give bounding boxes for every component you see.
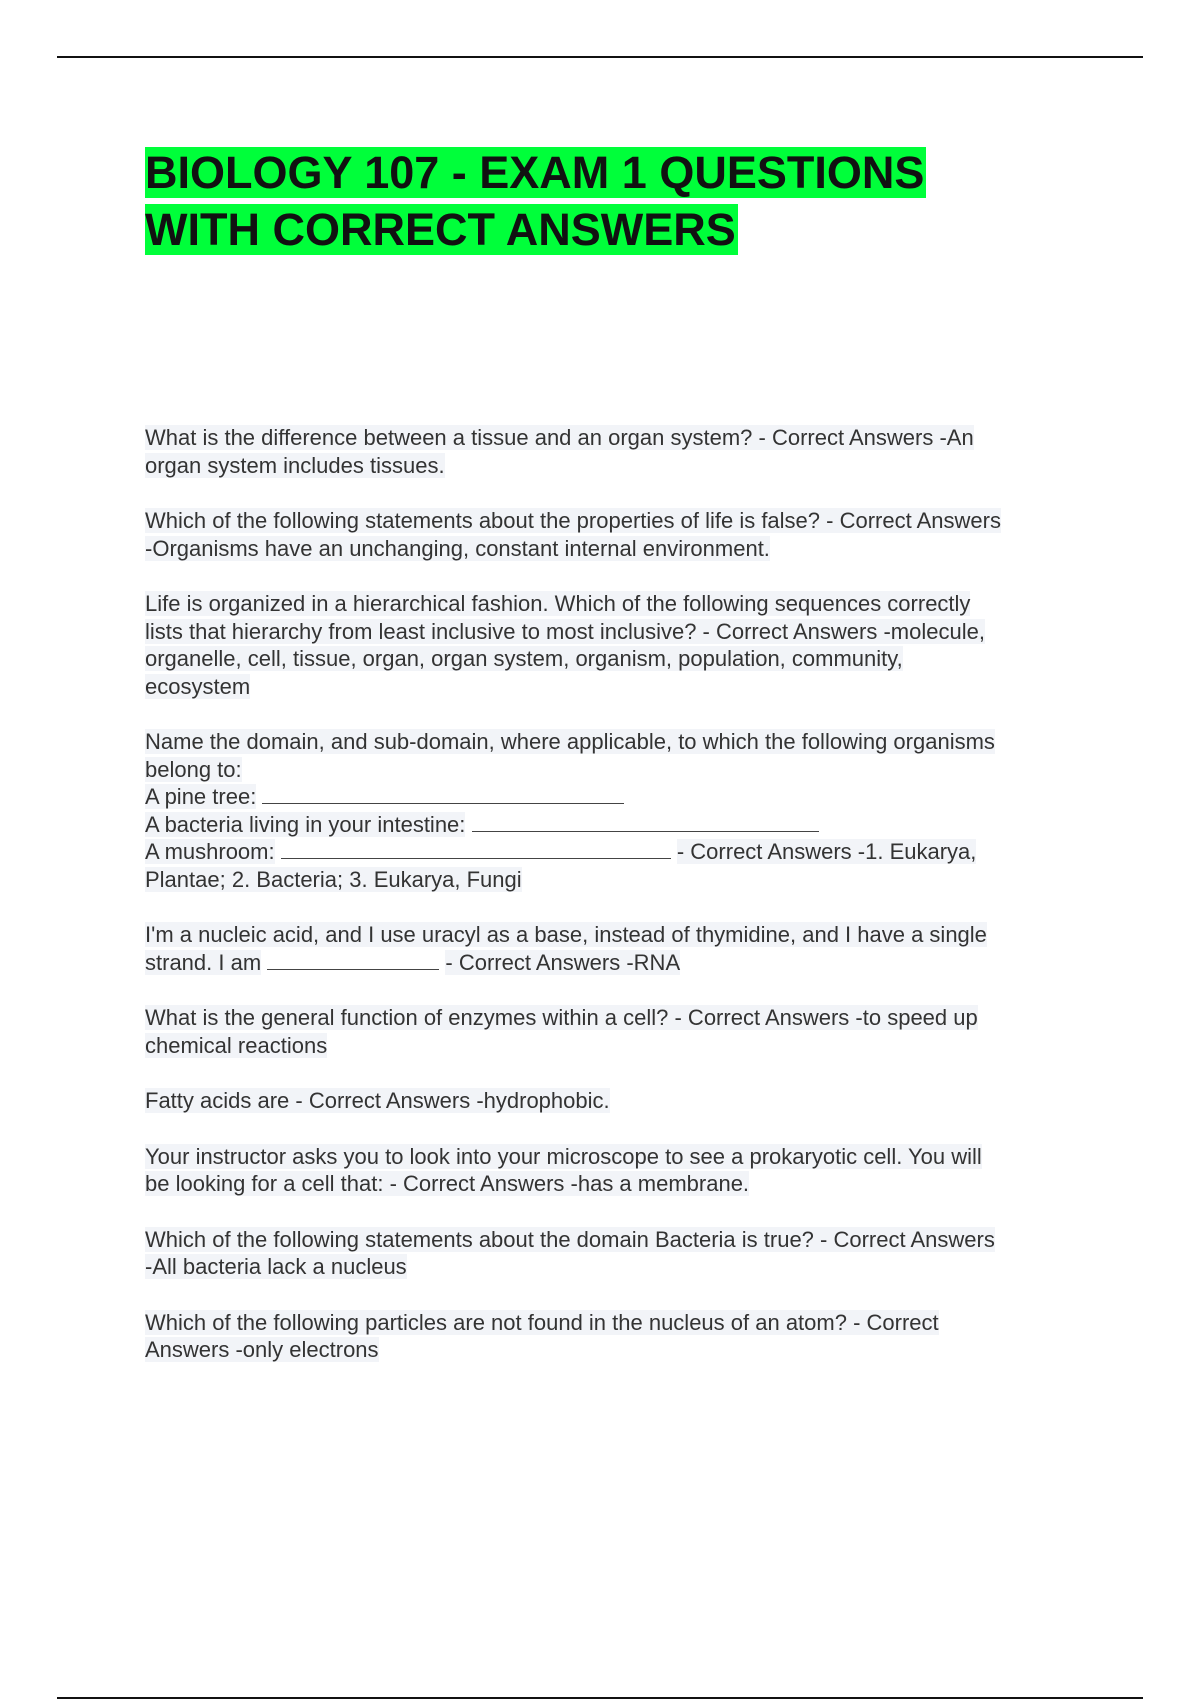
answer-blank bbox=[262, 785, 624, 804]
bottom-divider bbox=[57, 1697, 1143, 1699]
qa-line: Which of the following particles are not found in the nucleus of an atom? - Correct bbox=[145, 1309, 939, 1335]
qa-line: organ system includes tissues. bbox=[145, 452, 445, 478]
mushroom-label: A mushroom: bbox=[145, 839, 275, 864]
title-line-2: WITH CORRECT ANSWERS bbox=[145, 204, 736, 255]
qa-line: strand. I am bbox=[145, 949, 262, 975]
qa-line: What is the general function of enzymes within a cell? - Correct Answers -to speed up bbox=[145, 1005, 978, 1030]
qa-item bbox=[145, 1004, 1095, 1059]
qa-line: -Organisms have an unchanging, constant internal environment. bbox=[145, 535, 770, 561]
qa-answer: - Correct Answers -RNA bbox=[445, 949, 681, 975]
qa-line: What is the difference between a tissue and an organ system? - Correct Answers -An bbox=[145, 425, 974, 450]
qa-line: lists that hierarchy from least inclusive to most inclusive? - Correct Answers -molecule, bbox=[145, 618, 985, 644]
qa-line: chemical reactions bbox=[145, 1032, 328, 1058]
qa-item bbox=[145, 424, 1095, 479]
qa-line: belong to: bbox=[145, 756, 242, 782]
qa-line: Fatty acids are - Correct Answers -hydrophobic. bbox=[145, 1088, 610, 1113]
qa-line: Answers -only electrons bbox=[145, 1337, 379, 1362]
qa-item bbox=[145, 728, 1095, 893]
qa-line: Plantae; 2. Bacteria; 3. Eukarya, Fungi bbox=[145, 866, 522, 892]
qa-item bbox=[145, 1143, 1095, 1198]
qa-line: Your instructor asks you to look into your microscope to see a prokaryotic cell. You will bbox=[145, 1143, 982, 1169]
qa-answer: - Correct Answers -1. Eukarya, bbox=[676, 839, 977, 864]
qa-line: -All bacteria lack a nucleus bbox=[145, 1254, 407, 1279]
qa-item bbox=[145, 1226, 1095, 1281]
qa-item bbox=[145, 590, 1095, 700]
qa-item bbox=[145, 507, 1095, 562]
document-title bbox=[145, 144, 926, 258]
title-line-1: BIOLOGY 107 - EXAM 1 QUESTIONS bbox=[145, 147, 925, 198]
pine-tree-label: A pine tree: bbox=[145, 784, 257, 809]
qa-item bbox=[145, 921, 1095, 976]
qa-line: Life is organized in a hierarchical fashion. Which of the following sequences correctly bbox=[145, 591, 971, 616]
qa-list bbox=[145, 424, 1095, 1392]
qa-line: Name the domain, and sub-domain, where applicable, to which the following organisms bbox=[145, 729, 995, 754]
qa-line: organelle, cell, tissue, organ, organ system, organism, population, community, bbox=[145, 646, 903, 671]
answer-blank bbox=[267, 951, 439, 970]
qa-line: I'm a nucleic acid, and I use uracyl as a base, instead of thymidine, and I have a single bbox=[145, 922, 987, 947]
qa-line: Which of the following statements about the properties of life is false? - Correct Answers bbox=[145, 508, 1001, 533]
answer-blank bbox=[472, 813, 819, 832]
qa-line: Which of the following statements about the domain Bacteria is true? - Correct Answers bbox=[145, 1226, 995, 1252]
qa-line: be looking for a cell that: - Correct Answers -has a membrane. bbox=[145, 1171, 750, 1196]
qa-item bbox=[145, 1087, 1095, 1115]
top-divider bbox=[57, 56, 1143, 58]
qa-item bbox=[145, 1309, 1095, 1364]
bacteria-label: A bacteria living in your intestine: bbox=[145, 811, 466, 837]
answer-blank bbox=[281, 840, 671, 859]
qa-line: ecosystem bbox=[145, 673, 251, 699]
